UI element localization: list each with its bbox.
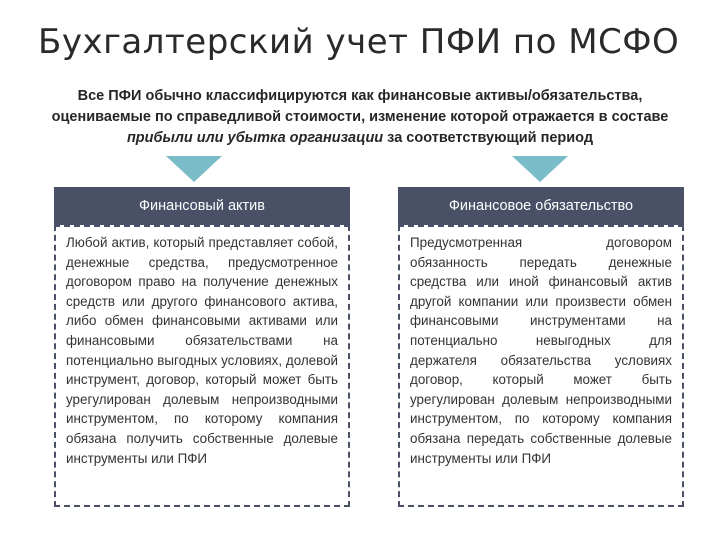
- financial-asset-definition: Любой актив, который представляет собой, денежные средства, предусмотренное договором право на получение денежных средств или другого финансового актива, либо обмен финансовыми активами или финансовыми обязательствами на потенциально выгодных условиях, долевой инструмент, договор, который может быть урегулирован долевым непроизводными инструментом, по которому компания обязана получить собственные долевые инструменты или ПФИ: [54, 225, 350, 507]
- intro-emphasis: прибыли или убытка организации: [126, 130, 384, 146]
- financial-asset-header: Финансовый актив: [54, 187, 350, 225]
- intro-line-1: Все ПФИ обычно классифицируются как финансовые активы/обязательства,: [77, 88, 643, 104]
- financial-liability-definition: Предусмотренная договором обязанность передать денежные средства или иной финансовый актив другой компании или произвести обмен финансовыми инструментами на потенциально невыгодных для держателя обязательства условиях договор, который может быть урегулирован долевым непроизводными инструментом, по которому компания обязана передать собственные долевые инструменты или ПФИ: [398, 225, 684, 507]
- down-arrow-icon-left: [166, 156, 222, 182]
- intro-line-3-rest: за соответствующий период: [383, 130, 594, 146]
- financial-liability-header: Финансовое обязательство: [398, 187, 684, 225]
- slide-title: Бухгалтерский учет ПФИ по МСФО: [38, 22, 680, 62]
- intro-text: [10, 86, 710, 149]
- down-arrow-icon-right: [512, 156, 568, 182]
- intro-line-2: оцениваемые по справедливой стоимости, изменение которой отражается в составе: [51, 109, 669, 125]
- intro-line-3: [10, 128, 710, 149]
